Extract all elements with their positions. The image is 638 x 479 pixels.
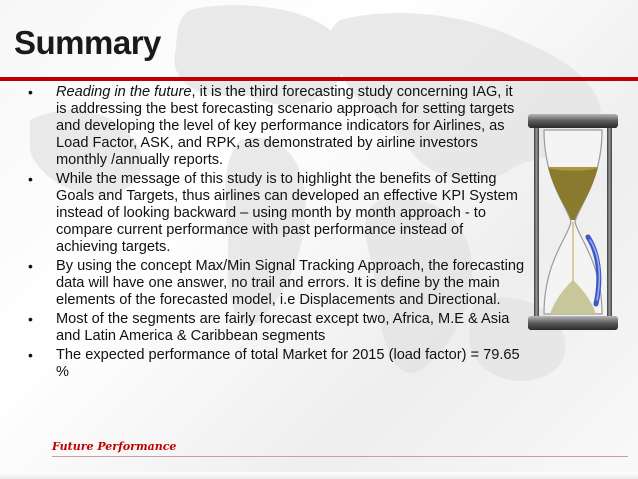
bullet-marker: • bbox=[28, 311, 33, 327]
bullet-item bbox=[22, 84, 527, 169]
bullet-marker: • bbox=[28, 347, 33, 363]
bullet-item bbox=[22, 171, 527, 256]
bullet-text: By using the concept Max/Min Signal Tracking Approach, the forecasting data will have one answer, no trail and errors. It is define by the main elements of the forecasted model, i.e Displacements and Directional. bbox=[56, 258, 525, 308]
bullet-marker: • bbox=[28, 258, 33, 274]
slide-title: Summary bbox=[14, 24, 161, 61]
footer-label: Future Performance bbox=[52, 440, 177, 453]
bullet-text: , it is the third forecasting study concerning IAG, it is addressing the best forecasting scenario approach for setting targets and developing the level of key performance indicators for Airlines, as Load Factor, ASK, and RPK, as demonstrated by airline investors monthly /annually reports. bbox=[56, 84, 515, 168]
bullet-text: The expected performance of total Market for 2015 (load factor) = 79.65 % bbox=[56, 347, 520, 380]
bullet-text: Most of the segments are fairly forecast except two, Africa, M.E & Asia and Latin America & Caribbean segments bbox=[56, 311, 510, 344]
bullet-text: While the message of this study is to highlight the benefits of Setting Goals and Targets, thus airlines can developed an effective KPI System instead of looking backward – using month by month approach - to compare current performance with past performance instead of achieving targets. bbox=[56, 171, 518, 255]
bullet-list bbox=[22, 84, 527, 383]
bullet-item bbox=[22, 311, 527, 345]
bullet-marker: • bbox=[28, 84, 33, 100]
title-divider bbox=[0, 77, 638, 81]
bullet-marker: • bbox=[28, 171, 33, 187]
hourglass-icon bbox=[524, 112, 622, 332]
bullet-item bbox=[22, 258, 527, 309]
slide-bottom-edge bbox=[0, 472, 638, 479]
bullet-item bbox=[22, 347, 527, 381]
bullet-lead-phrase: Reading in the future bbox=[56, 84, 192, 100]
footer-divider bbox=[52, 456, 628, 457]
